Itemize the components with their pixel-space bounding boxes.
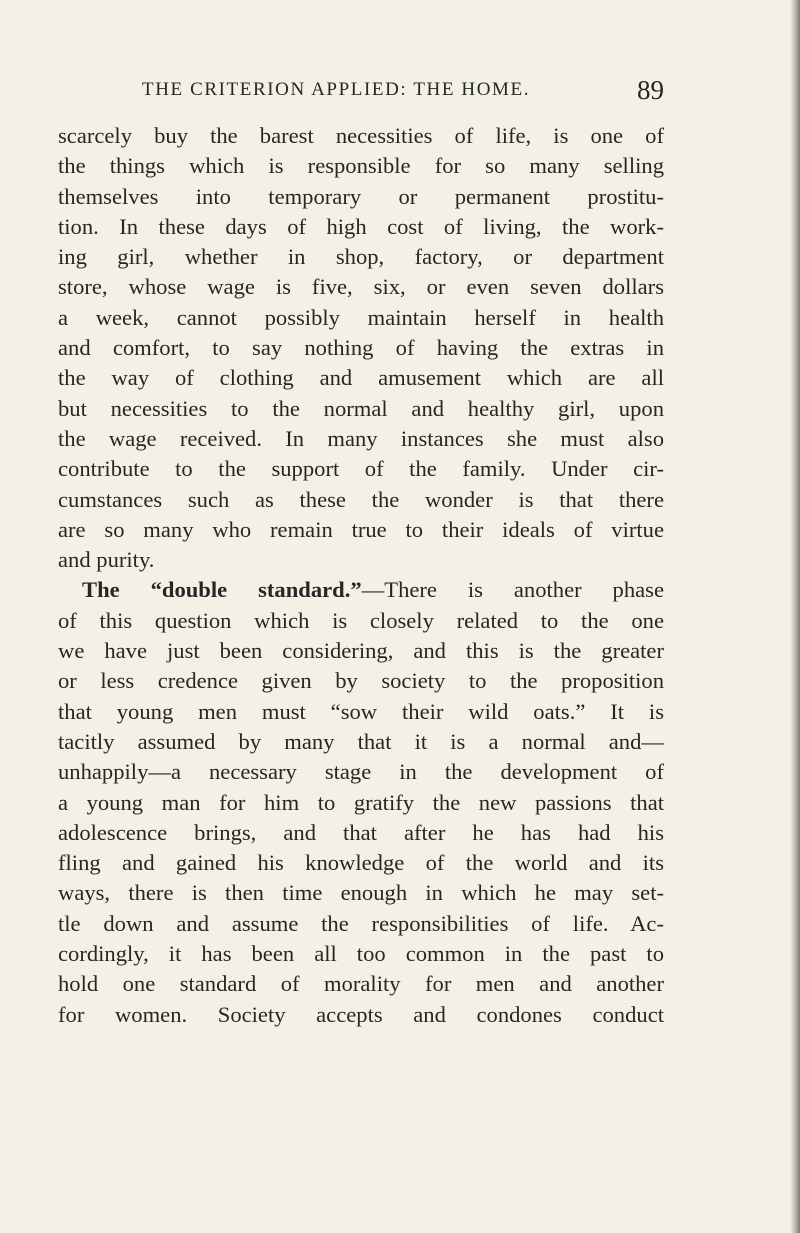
text-line: that young men must “sow their wild oats.” It is (58, 698, 664, 724)
text-line: ing girl, whether in shop, factory, or department (58, 244, 664, 270)
text-line: and purity. (58, 547, 155, 573)
text-line: of this question which is closely related to the one (58, 607, 664, 633)
text-line: themselves into temporary or permanent prostitu- (58, 183, 664, 209)
paragraph (58, 121, 664, 575)
text-line: but necessities to the normal and healthy girl, upon (58, 395, 664, 421)
text-line: and comfort, to say nothing of having the extras in (58, 335, 664, 361)
text-line: cordingly, it has been all too common in the past to (58, 941, 664, 967)
text-line: tion. In these days of high cost of living, the work- (58, 213, 664, 239)
section-heading: The “double standard.” (82, 577, 362, 603)
text-line: scarcely buy the barest necessities of life, is one of (58, 123, 664, 148)
text-line: adolescence brings, and that after he has had his (58, 819, 664, 845)
text-line (58, 575, 664, 605)
page-edge-shadow (790, 0, 800, 1233)
text-line: ways, there is then time enough in which he may set- (58, 880, 664, 906)
text-run: —There is another phase (361, 577, 664, 603)
text-line: the things which is responsible for so many selling (58, 153, 664, 179)
body-text (58, 121, 664, 1030)
running-head: THE CRITERION APPLIED: THE HOME. (142, 79, 531, 100)
text-line: a young man for him to gratify the new passions that (58, 789, 664, 815)
text-line: we have just been considering, and this is the greater (58, 638, 664, 664)
text-line: a week, cannot possibly maintain herself in health (58, 304, 664, 330)
text-line: for women. Society accepts and condones conduct (58, 1001, 664, 1027)
text-line: fling and gained his knowledge of the world and its (58, 850, 664, 876)
text-line: the way of clothing and amusement which are all (58, 365, 664, 391)
text-line: tacitly assumed by many that it is a normal and— (58, 728, 664, 754)
text-line: tle down and assume the responsibilities of life. Ac- (58, 910, 664, 936)
text-line: hold one standard of morality for men and another (58, 971, 664, 997)
text-line: unhappily—a necessary stage in the development of (58, 759, 664, 785)
text-line: or less credence given by society to the proposition (58, 668, 664, 694)
page-number: 89 (637, 75, 664, 105)
page-header (142, 75, 664, 109)
text-line: the wage received. In many instances she must also (58, 425, 664, 451)
text-line: store, whose wage is five, six, or even seven dollars (58, 274, 664, 300)
text-line: cumstances such as these the wonder is that there (58, 486, 664, 512)
text-line: are so many who remain true to their ideals of virtue (58, 516, 664, 542)
text-line: contribute to the support of the family. Under cir- (58, 456, 664, 482)
paragraph (58, 575, 664, 1029)
